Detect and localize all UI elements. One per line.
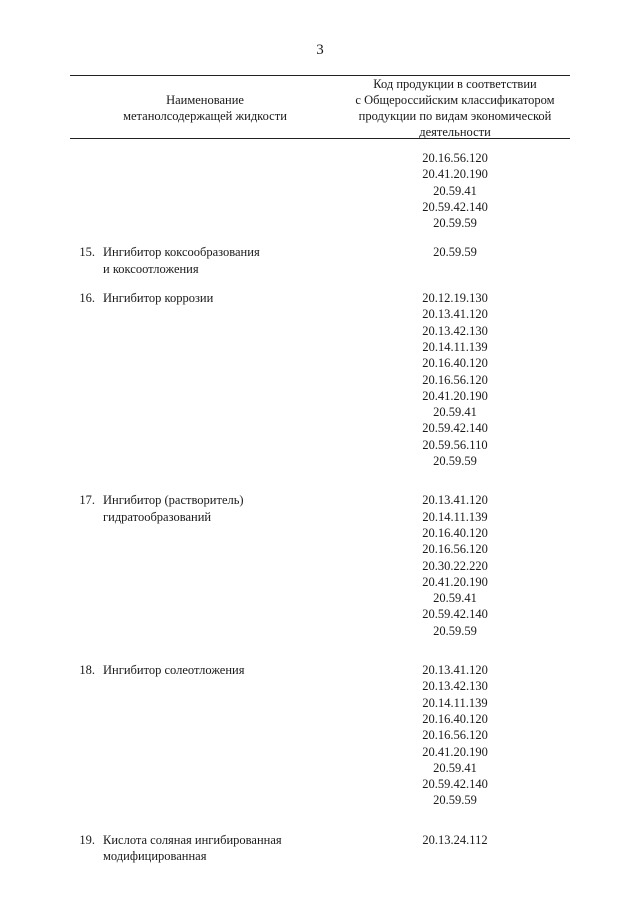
product-code: 20.16.40.120 bbox=[422, 356, 488, 371]
product-code: 20.41.20.190 bbox=[422, 574, 488, 589]
row-name bbox=[103, 244, 340, 277]
product-code: 20.59.56.110 bbox=[422, 437, 488, 452]
header-code-line: деятельности bbox=[419, 125, 491, 139]
product-code: 20.16.56.120 bbox=[422, 728, 488, 743]
row-name bbox=[103, 290, 340, 469]
product-code: 20.16.56.120 bbox=[422, 372, 488, 387]
header-code-line: Код продукции в соответствии bbox=[373, 77, 537, 91]
row-name bbox=[103, 662, 340, 809]
row-number: 19. bbox=[79, 832, 95, 847]
table-row bbox=[70, 290, 570, 469]
row-name bbox=[103, 150, 340, 231]
product-code: 20.16.56.120 bbox=[422, 151, 488, 165]
product-code: 20.13.42.130 bbox=[422, 679, 488, 694]
table-row bbox=[70, 492, 570, 639]
table-row bbox=[70, 662, 570, 809]
product-code: 20.59.59 bbox=[433, 454, 477, 469]
row-name-line: Ингибитор коррозии bbox=[103, 291, 214, 306]
product-code: 20.59.41 bbox=[433, 405, 477, 420]
product-code: 20.59.42.140 bbox=[422, 421, 488, 436]
product-code: 20.13.41.120 bbox=[422, 663, 488, 678]
table-row bbox=[70, 150, 570, 231]
product-code: 20.13.42.130 bbox=[422, 323, 488, 338]
product-code: 20.59.59 bbox=[433, 216, 477, 231]
product-code: 20.59.41 bbox=[433, 183, 477, 198]
product-code: 20.12.19.130 bbox=[422, 291, 488, 306]
product-code: 20.59.41 bbox=[433, 760, 477, 775]
row-name-line: гидратообразований bbox=[103, 509, 212, 524]
header-name-line: Наименование bbox=[166, 93, 244, 107]
row-name-line: модифицированная bbox=[103, 848, 207, 863]
row-codes bbox=[340, 290, 570, 469]
product-code: 20.14.11.139 bbox=[422, 509, 488, 524]
product-code: 20.16.40.120 bbox=[422, 525, 488, 540]
product-code: 20.59.42.140 bbox=[422, 777, 488, 792]
product-code: 20.13.41.120 bbox=[422, 307, 488, 322]
product-code: 20.14.11.139 bbox=[422, 339, 488, 354]
product-code: 20.59.59 bbox=[433, 793, 477, 808]
product-code: 20.59.41 bbox=[433, 591, 477, 606]
product-code: 20.13.41.120 bbox=[422, 493, 488, 508]
row-codes bbox=[340, 492, 570, 639]
table-header-rule bbox=[70, 138, 570, 139]
table-row bbox=[70, 244, 570, 277]
product-code: 20.41.20.190 bbox=[422, 744, 488, 759]
page-number: 3 bbox=[316, 42, 324, 58]
product-code: 20.41.20.190 bbox=[422, 388, 488, 403]
row-number: 15. bbox=[79, 245, 95, 260]
row-codes bbox=[340, 832, 570, 865]
table-row bbox=[70, 832, 570, 865]
row-name-line: и коксоотложения bbox=[103, 261, 199, 276]
product-code: 20.16.40.120 bbox=[422, 711, 488, 726]
row-name-line: Ингибитор солеотложения bbox=[103, 663, 245, 678]
product-code: 20.59.59 bbox=[433, 245, 477, 260]
row-name-line: Кислота соляная ингибированная bbox=[103, 832, 282, 847]
row-number: 17. bbox=[79, 493, 95, 508]
header-code-line: с Общероссийским классификатором bbox=[355, 93, 555, 107]
product-code: 20.59.42.140 bbox=[422, 199, 488, 214]
product-code: 20.16.56.120 bbox=[422, 542, 488, 557]
product-code: 20.59.59 bbox=[433, 623, 477, 638]
header-name-line: метанолсодержащей жидкости bbox=[123, 109, 287, 123]
row-number: 18. bbox=[79, 663, 95, 678]
column-header-name bbox=[70, 92, 340, 124]
product-code: 20.14.11.139 bbox=[422, 695, 488, 710]
row-codes bbox=[340, 662, 570, 809]
row-name bbox=[103, 832, 340, 865]
product-code: 20.59.42.140 bbox=[422, 607, 488, 622]
product-code: 20.13.24.112 bbox=[422, 832, 488, 847]
column-header-code bbox=[340, 76, 570, 140]
row-name bbox=[103, 492, 340, 639]
header-code-line: продукции по видам экономической bbox=[358, 109, 552, 123]
row-number bbox=[70, 150, 103, 231]
table-body bbox=[70, 150, 570, 864]
row-codes bbox=[340, 150, 570, 231]
row-name-line: Ингибитор коксообразования bbox=[103, 245, 260, 260]
product-code: 20.41.20.190 bbox=[422, 167, 488, 182]
product-code: 20.30.22.220 bbox=[422, 558, 488, 573]
row-number: 16. bbox=[79, 291, 95, 306]
row-name-line: Ингибитор (растворитель) bbox=[103, 493, 244, 508]
row-codes bbox=[340, 244, 570, 277]
